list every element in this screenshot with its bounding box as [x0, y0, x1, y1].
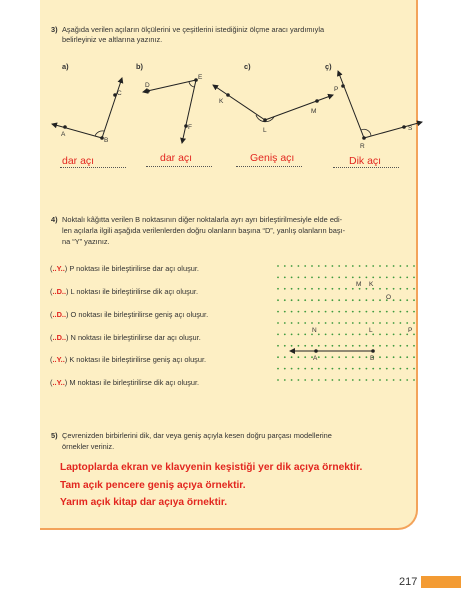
grid-dot: [277, 299, 279, 301]
grid-dot: [352, 265, 354, 267]
grid-dot: [311, 277, 313, 279]
grid-dot: [413, 368, 415, 370]
grid-dot: [332, 288, 334, 290]
grid-dot: [359, 277, 361, 279]
page-number-bar: [421, 576, 461, 588]
grid-dot: [298, 334, 300, 336]
grid-dot: [338, 334, 340, 336]
grid-dot: [277, 265, 279, 267]
grid-dot: [359, 368, 361, 370]
q4-item-4: (..D..) N noktası ile birleştirilirse dar açı oluşur.: [50, 333, 201, 342]
grid-dot: [393, 265, 395, 267]
grid-dot: [345, 334, 347, 336]
grid-dot: [386, 379, 388, 381]
grid-dot: [318, 277, 320, 279]
grid-dot: [304, 311, 306, 313]
grid-dot: [406, 322, 408, 324]
grid-dot: [338, 379, 340, 381]
grid-dot: [338, 311, 340, 313]
grid-dot: [345, 288, 347, 290]
q4-text-line3: na “Y” yazınız.: [62, 237, 110, 246]
grid-dot: [311, 265, 313, 267]
grid-dot: [379, 265, 381, 267]
q4-item-3: (..D..) O noktası ile birleştirilirse geniş açı oluşur.: [50, 310, 209, 319]
grid-label-m: M: [356, 281, 362, 288]
grid-dot: [372, 368, 374, 370]
grid-dot: [277, 356, 279, 358]
grid-dot: [352, 322, 354, 324]
grid-dot: [345, 311, 347, 313]
grid-dot: [406, 277, 408, 279]
grid-dot: [311, 311, 313, 313]
q4-item-6-mark: ..Y..: [52, 378, 65, 387]
grid-dot: [352, 277, 354, 279]
grid-dot: [332, 322, 334, 324]
grid-dot: [332, 299, 334, 301]
grid-dot: [359, 356, 361, 358]
grid-dot: [379, 299, 381, 301]
grid-dot: [406, 288, 408, 290]
grid-dot: [406, 311, 408, 313]
grid-dot: [338, 288, 340, 290]
grid-dot: [345, 265, 347, 267]
grid-dot: [277, 334, 279, 336]
grid-dot: [366, 379, 368, 381]
q5-text-line2: örnekler veriniz.: [62, 442, 115, 451]
q4-item-3-text: O noktası ile birleştirilirse geniş açı oluşur.: [70, 310, 209, 319]
grid-dot: [406, 345, 408, 347]
q5-number: 5): [51, 431, 58, 440]
grid-dot: [413, 345, 415, 347]
grid-label-n: N: [312, 327, 317, 334]
grid-dot: [332, 379, 334, 381]
point-label-s: S: [408, 125, 413, 132]
q3-label-b: b): [136, 62, 143, 71]
grid-dot: [413, 288, 415, 290]
grid-label-b: B: [370, 355, 375, 362]
point-label-f: F: [188, 124, 192, 131]
grid-dot: [325, 345, 327, 347]
grid-dot: [325, 379, 327, 381]
grid-dot: [345, 368, 347, 370]
grid-dot: [366, 368, 368, 370]
point-label-r: R: [360, 143, 365, 150]
q4-item-4-mark: ..D..: [52, 333, 67, 342]
grid-dot: [277, 345, 279, 347]
q3-label-d: ç): [325, 62, 332, 71]
grid-dot: [325, 288, 327, 290]
grid-dot: [345, 299, 347, 301]
point-label-k: K: [219, 98, 224, 105]
grid-dot: [325, 334, 327, 336]
q4-item-2-text: L noktası ile birleştirilirse dik açı oluşur.: [70, 287, 199, 296]
grid-label-l: L: [369, 327, 373, 334]
grid-dot: [400, 334, 402, 336]
q4-item-1: (..Y..) P noktası ile birleştirilirse dar açı oluşur.: [50, 264, 199, 273]
grid-dot: [291, 334, 293, 336]
point-label-c: C: [117, 90, 122, 97]
grid-dot: [352, 345, 354, 347]
grid-dot: [352, 368, 354, 370]
q4-item-6-text: M noktası ile birleştirilirse dik açı oluşur.: [69, 378, 200, 387]
grid-dot: [393, 334, 395, 336]
grid-dot: [386, 322, 388, 324]
grid-dot: [304, 299, 306, 301]
grid-ray-ba: [290, 349, 375, 353]
grid-dot: [400, 379, 402, 381]
q5-answer-line2: Tam açık pencere geniş açıya örnektir.: [60, 480, 246, 491]
grid-dot: [298, 299, 300, 301]
grid-dot: [332, 356, 334, 358]
q4-item-3-mark: ..D..: [52, 310, 67, 319]
grid-dot: [311, 288, 313, 290]
grid-dot: [277, 368, 279, 370]
grid-dot: [372, 277, 374, 279]
grid-dot: [325, 322, 327, 324]
point-label-p: P: [334, 86, 339, 93]
grid-dot: [332, 277, 334, 279]
grid-dot: [366, 277, 368, 279]
grid-dot: [386, 311, 388, 313]
grid-dot: [291, 288, 293, 290]
grid-dot: [352, 356, 354, 358]
q4-item-5-text: K noktası ile birleştirilirse geniş açı oluşur.: [69, 355, 207, 364]
q5-answer-line3: Yarım açık kitap dar açıya örnektir.: [60, 497, 228, 508]
q3-text-line2: belirleyiniz ve altlarına yazınız.: [62, 35, 163, 44]
grid-dot: [298, 288, 300, 290]
grid-dot: [359, 322, 361, 324]
point-label-a: A: [61, 131, 66, 138]
q3-answer-d: Dik açı: [349, 155, 382, 167]
grid-dot: [325, 368, 327, 370]
grid-dot: [318, 345, 320, 347]
grid-dot: [311, 345, 313, 347]
grid-dot: [406, 356, 408, 358]
grid-dot: [366, 265, 368, 267]
grid-dot: [277, 288, 279, 290]
q4-item-5: (..Y..) K noktası ile birleştirilirse geniş açı oluşur.: [50, 355, 207, 364]
grid-dot: [318, 311, 320, 313]
grid-dot: [291, 311, 293, 313]
grid-dot: [338, 277, 340, 279]
grid-dot: [352, 311, 354, 313]
grid-dot: [291, 299, 293, 301]
grid-dot: [372, 322, 374, 324]
grid-dot: [284, 379, 286, 381]
grid-dot: [291, 379, 293, 381]
grid-dot: [366, 345, 368, 347]
grid-dot: [277, 379, 279, 381]
grid-dot: [345, 379, 347, 381]
q4-item-2-mark: ..D..: [52, 287, 67, 296]
dot-grid: [277, 265, 415, 381]
grid-label-k: K: [369, 281, 374, 288]
grid-dot: [400, 265, 402, 267]
grid-dot: [386, 368, 388, 370]
grid-dot: [291, 265, 293, 267]
grid-dot: [318, 299, 320, 301]
grid-dot: [332, 265, 334, 267]
q3-answer-c: Geniş açı: [250, 152, 295, 164]
q4-item-1-text: P noktası ile birleştirilirse dar açı oluşur.: [69, 264, 199, 273]
grid-dot: [393, 277, 395, 279]
grid-dot: [284, 356, 286, 358]
grid-dot: [284, 368, 286, 370]
grid-dot: [400, 311, 402, 313]
grid-dot: [352, 299, 354, 301]
grid-dot: [379, 379, 381, 381]
grid-dot: [352, 334, 354, 336]
grid-dot: [284, 322, 286, 324]
grid-dot: [291, 277, 293, 279]
grid-dot: [277, 311, 279, 313]
grid-dot: [359, 334, 361, 336]
grid-dot: [318, 265, 320, 267]
grid-label-o: O: [386, 294, 392, 301]
grid-dot: [345, 322, 347, 324]
grid-dot: [413, 356, 415, 358]
q4-item-1-mark: ..Y..: [52, 264, 65, 273]
q3-text-line1: Aşağıda verilen açıların ölçülerini ve çeşitlerini istediğiniz ölçme aracı yardımıyla: [62, 25, 325, 34]
grid-dot: [366, 356, 368, 358]
q4-text-line1: Noktalı kâğıtta verilen B noktasının diğer noktalarla ayrı ayrı birleştirilmesiyle elde edi-: [62, 215, 343, 224]
grid-dot: [298, 322, 300, 324]
grid-dot: [372, 299, 374, 301]
grid-dot: [284, 288, 286, 290]
grid-dot: [372, 379, 374, 381]
grid-dot: [359, 265, 361, 267]
grid-dot: [277, 277, 279, 279]
grid-dot: [413, 334, 415, 336]
grid-dot: [304, 277, 306, 279]
grid-dot: [406, 368, 408, 370]
grid-dot: [393, 368, 395, 370]
grid-dot: [379, 322, 381, 324]
grid-dot: [400, 277, 402, 279]
angle-figure-b: [143, 78, 198, 143]
grid-dot: [318, 334, 320, 336]
grid-dot: [406, 265, 408, 267]
grid-dot: [413, 299, 415, 301]
grid-dot: [304, 334, 306, 336]
grid-dot: [325, 356, 327, 358]
grid-dot: [386, 265, 388, 267]
grid-dot: [379, 277, 381, 279]
grid-dot: [379, 311, 381, 313]
grid-dot: [311, 299, 313, 301]
grid-dot: [338, 322, 340, 324]
page-number: 217: [399, 576, 418, 588]
grid-dot: [338, 345, 340, 347]
grid-dot: [393, 356, 395, 358]
grid-dot: [372, 345, 374, 347]
point-label-b: B: [104, 137, 109, 144]
grid-dot: [332, 345, 334, 347]
grid-dot: [332, 334, 334, 336]
grid-dot: [413, 277, 415, 279]
q4-number: 4): [51, 215, 58, 224]
grid-dot: [400, 299, 402, 301]
grid-dot: [318, 356, 320, 358]
grid-dot: [318, 288, 320, 290]
grid-dot: [393, 379, 395, 381]
q3-label-c: c): [244, 62, 251, 71]
grid-dot: [284, 299, 286, 301]
grid-dot: [400, 288, 402, 290]
grid-dot: [318, 322, 320, 324]
grid-dot: [352, 288, 354, 290]
q3-number: 3): [51, 25, 58, 34]
q5-answer-line1: Laptoplarda ekran ve klavyenin keşistiği yer dik açıya örnektir.: [60, 462, 363, 473]
grid-dot: [379, 356, 381, 358]
grid-dot: [393, 288, 395, 290]
grid-dot: [304, 345, 306, 347]
grid-dot: [338, 299, 340, 301]
grid-dot: [291, 345, 293, 347]
grid-dot: [379, 334, 381, 336]
grid-dot: [413, 265, 415, 267]
grid-dot: [298, 311, 300, 313]
q4-item-5-mark: ..Y..: [52, 355, 65, 364]
grid-dot: [311, 368, 313, 370]
grid-dot: [400, 345, 402, 347]
grid-dot: [366, 311, 368, 313]
q3-answer-a: dar açı: [62, 155, 95, 167]
grid-dot: [291, 322, 293, 324]
grid-dot: [393, 299, 395, 301]
grid-dot: [284, 311, 286, 313]
grid-dot: [372, 311, 374, 313]
grid-dot: [345, 356, 347, 358]
grid-dot: [304, 356, 306, 358]
grid-dot: [304, 288, 306, 290]
q4-item-4-text: N noktası ile birleştirilirse dar açı oluşur.: [70, 333, 201, 342]
grid-dot: [304, 322, 306, 324]
grid-dot: [291, 356, 293, 358]
grid-dot: [298, 345, 300, 347]
q5-text-line1: Çevrenizden birbirlerini dik, dar veya geniş açıyla kesen doğru parçası modellerine: [62, 431, 332, 440]
grid-dot: [386, 288, 388, 290]
grid-dot: [318, 379, 320, 381]
grid-dot: [311, 379, 313, 381]
grid-dot: [284, 265, 286, 267]
q3-label-a: a): [62, 62, 69, 71]
grid-dot: [386, 334, 388, 336]
grid-dot: [298, 265, 300, 267]
grid-dot: [277, 322, 279, 324]
grid-dot: [352, 379, 354, 381]
grid-dot: [359, 311, 361, 313]
grid-dot: [413, 322, 415, 324]
grid-dot: [400, 322, 402, 324]
grid-dot: [406, 299, 408, 301]
grid-dot: [325, 265, 327, 267]
grid-dot: [318, 368, 320, 370]
grid-dot: [298, 368, 300, 370]
q4-item-2: (..D..) L noktası ile birleştirilirse dik açı oluşur.: [50, 287, 199, 296]
grid-dot: [298, 379, 300, 381]
grid-dot: [406, 379, 408, 381]
q3-answer-line-b: [146, 166, 212, 167]
grid-dot: [366, 299, 368, 301]
grid-dot: [379, 345, 381, 347]
grid-label-p: P: [408, 327, 413, 334]
grid-dot: [393, 345, 395, 347]
q3-answer-b: dar açı: [160, 152, 193, 164]
grid-dot: [359, 345, 361, 347]
grid-dot: [332, 368, 334, 370]
grid-dot: [284, 345, 286, 347]
grid-dot: [338, 368, 340, 370]
q3-answer-line-c: [236, 166, 302, 167]
grid-dot: [359, 299, 361, 301]
grid-dot: [284, 334, 286, 336]
q4-item-6: (..Y..) M noktası ile birleştirilirse dik açı oluşur.: [50, 378, 200, 387]
grid-dot: [386, 277, 388, 279]
q4-text-line2: len açılarla ilgili aşağıda verilenlerden doğru olanların başına “D”, yanlış olanların başı-: [62, 226, 346, 235]
grid-dot: [372, 265, 374, 267]
grid-dot: [386, 345, 388, 347]
grid-dot: [325, 299, 327, 301]
grid-label-a: A: [313, 355, 318, 362]
point-label-d: D: [145, 82, 150, 89]
grid-dot: [338, 265, 340, 267]
grid-dot: [325, 277, 327, 279]
point-label-m: M: [311, 108, 317, 115]
grid-dot: [304, 265, 306, 267]
grid-dot: [413, 311, 415, 313]
grid-dot: [393, 311, 395, 313]
grid-dot: [366, 288, 368, 290]
grid-dot: [379, 368, 381, 370]
grid-dot: [291, 368, 293, 370]
grid-dot: [284, 277, 286, 279]
grid-dot: [325, 311, 327, 313]
grid-dot: [311, 322, 313, 324]
grid-dot: [332, 311, 334, 313]
grid-dot: [393, 322, 395, 324]
grid-dot: [413, 379, 415, 381]
grid-dot: [304, 379, 306, 381]
point-label-l: L: [263, 127, 267, 134]
grid-dot: [338, 356, 340, 358]
q3-answer-line-a: [60, 167, 126, 168]
q3-answer-line-d: [333, 167, 399, 168]
point-label-e: E: [198, 74, 203, 81]
grid-dot: [400, 368, 402, 370]
grid-dot: [366, 322, 368, 324]
grid-dot: [298, 277, 300, 279]
grid-dot: [345, 345, 347, 347]
grid-dot: [366, 334, 368, 336]
grid-dot: [359, 379, 361, 381]
grid-dot: [386, 356, 388, 358]
grid-dot: [400, 356, 402, 358]
grid-dot: [304, 368, 306, 370]
grid-dot: [345, 277, 347, 279]
grid-dot: [298, 356, 300, 358]
grid-dot: [379, 288, 381, 290]
